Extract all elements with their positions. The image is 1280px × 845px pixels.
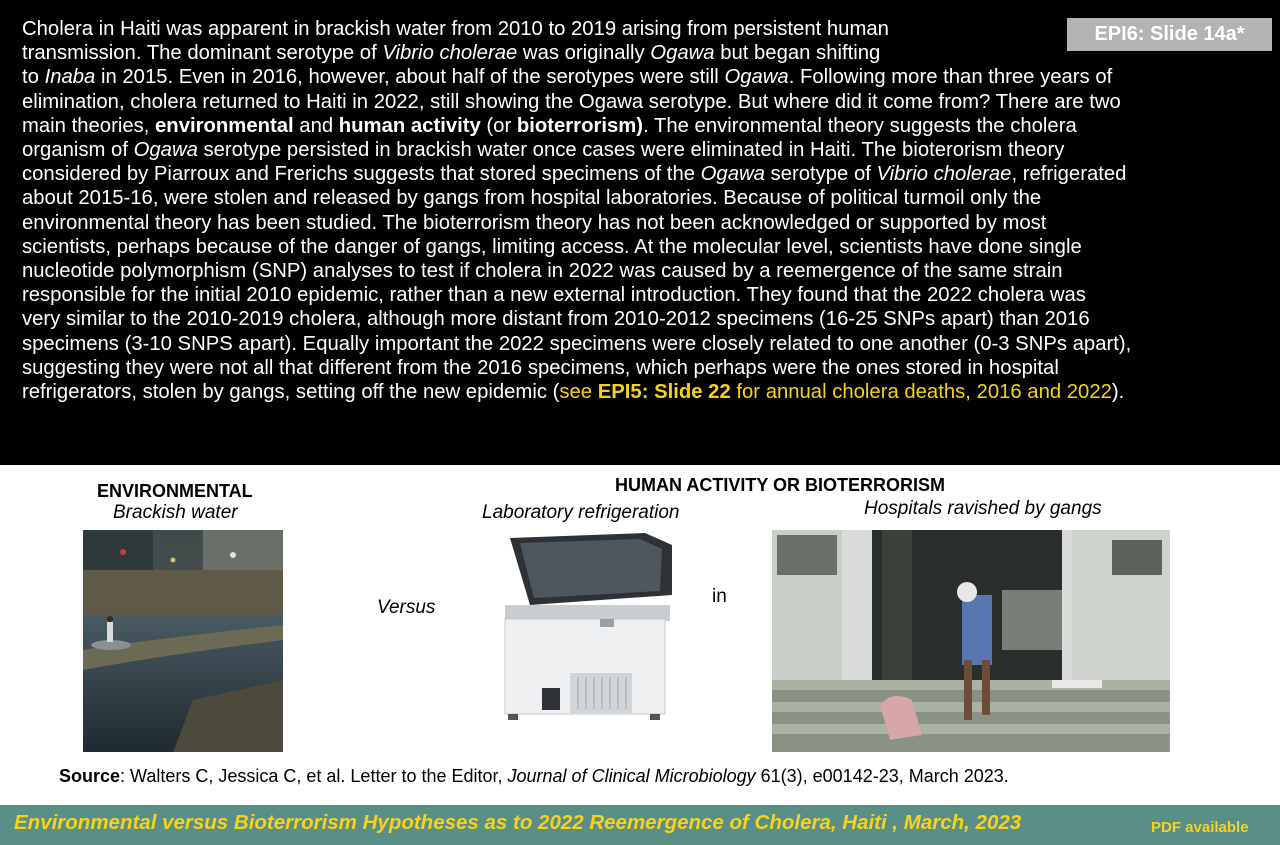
main-paragraph (22, 17, 1274, 404)
paragraph-line: to Inaba in 2015. Even in 2016, however, about half of the serotypes were still Ogawa. Following more than three years of (22, 66, 1113, 89)
paragraph-line: transmission. The dominant serotype of Vibrio cholerae was originally Ogawa but began shifting (22, 42, 881, 65)
paragraph-line: elimination, cholera returned to Haiti in 2022, still showing the Ogawa serotype. But where did it come from? There are two (22, 90, 1121, 113)
paragraph-line: specimens (3-10 SNPS apart). Equally important the 2022 specimens were closely related to one another (0-3 SNPs apart), (22, 332, 1132, 355)
paragraph-line: scientists, perhaps because of the danger of gangs, limiting access. At the molecular level, scientists have done single (22, 235, 1082, 258)
paragraph-line: refrigerators, stolen by gangs, setting off the new epidemic (see EPI5: Slide 22 for annual cholera deaths, 2016 and 2022). (22, 381, 1125, 404)
paragraph-line: Cholera in Haiti was apparent in brackish water from 2010 to 2019 arising from persistent human (22, 18, 889, 40)
environmental-heading: ENVIRONMENTAL (97, 481, 253, 501)
paragraph-line: very similar to the 2010-2019 cholera, although more distant from 2010-2012 specimens (16-25 SNPs apart) than 2016 (22, 308, 1090, 331)
hospital-photo (772, 530, 1170, 752)
footer-title: Environmental versus Bioterrorism Hypotheses as to 2022 Reemergence of Cholera, Haiti , March, 2023 (14, 811, 1022, 834)
paragraph-line: nucleotide polymorphism (SNP) analyses to test if cholera in 2022 was caused by a reemergence of the same strain (22, 260, 1063, 283)
paragraph-line: about 2015-16, were stolen and released by gangs from hospital laboratories. Because of political turmoil only the (22, 187, 1042, 210)
lab-refrigeration-caption: Laboratory refrigeration (482, 502, 680, 523)
versus-label: Versus (377, 597, 436, 618)
paragraph-line: responsible for the initial 2010 epidemic, rather than a new external introduction. They found that the 2022 cholera was (22, 284, 1086, 307)
source-citation: Source: Walters C, Jessica C, et al. Letter to the Editor, Journal of Clinical Microbiology 61(3), e00142-23, March 2023. (59, 766, 1009, 786)
human-activity-heading: HUMAN ACTIVITY OR BIOTERRORISM (615, 475, 946, 495)
slide-badge: EPI6: Slide 14a* (1067, 18, 1272, 51)
paragraph-line: environmental theory has been studied. The bioterrorism theory has not been acknowledged or supported by most (22, 211, 1047, 234)
hospitals-caption: Hospitals ravished by gangs (864, 498, 1102, 519)
paragraph-line: organism of Ogawa serotype persisted in brackish water once cases were eliminated in Haiti. The bioterorism theory (22, 139, 1065, 162)
pdf-available-link[interactable]: PDF available (1151, 819, 1249, 836)
in-label: in (712, 586, 727, 607)
brackish-water-photo (83, 530, 283, 752)
cross-reference-link[interactable]: see EPI5: Slide 22 for annual cholera deaths, 2016 and 2022 (559, 381, 1112, 404)
paragraph-line: suggesting they were not all that different from the 2016 specimens, which perhaps were the ones stored in hospital (22, 356, 1059, 379)
paragraph-line: main theories, environmental and human activity (or bioterrorism). The environmental theory suggests the cholera (22, 114, 1077, 137)
freezer-photo (500, 533, 674, 738)
paragraph-line: considered by Piarroux and Frerichs suggests that stored specimens of the Ogawa serotype of Vibrio cholerae, refrigerated (22, 163, 1127, 186)
brackish-water-caption: Brackish water (113, 502, 238, 523)
